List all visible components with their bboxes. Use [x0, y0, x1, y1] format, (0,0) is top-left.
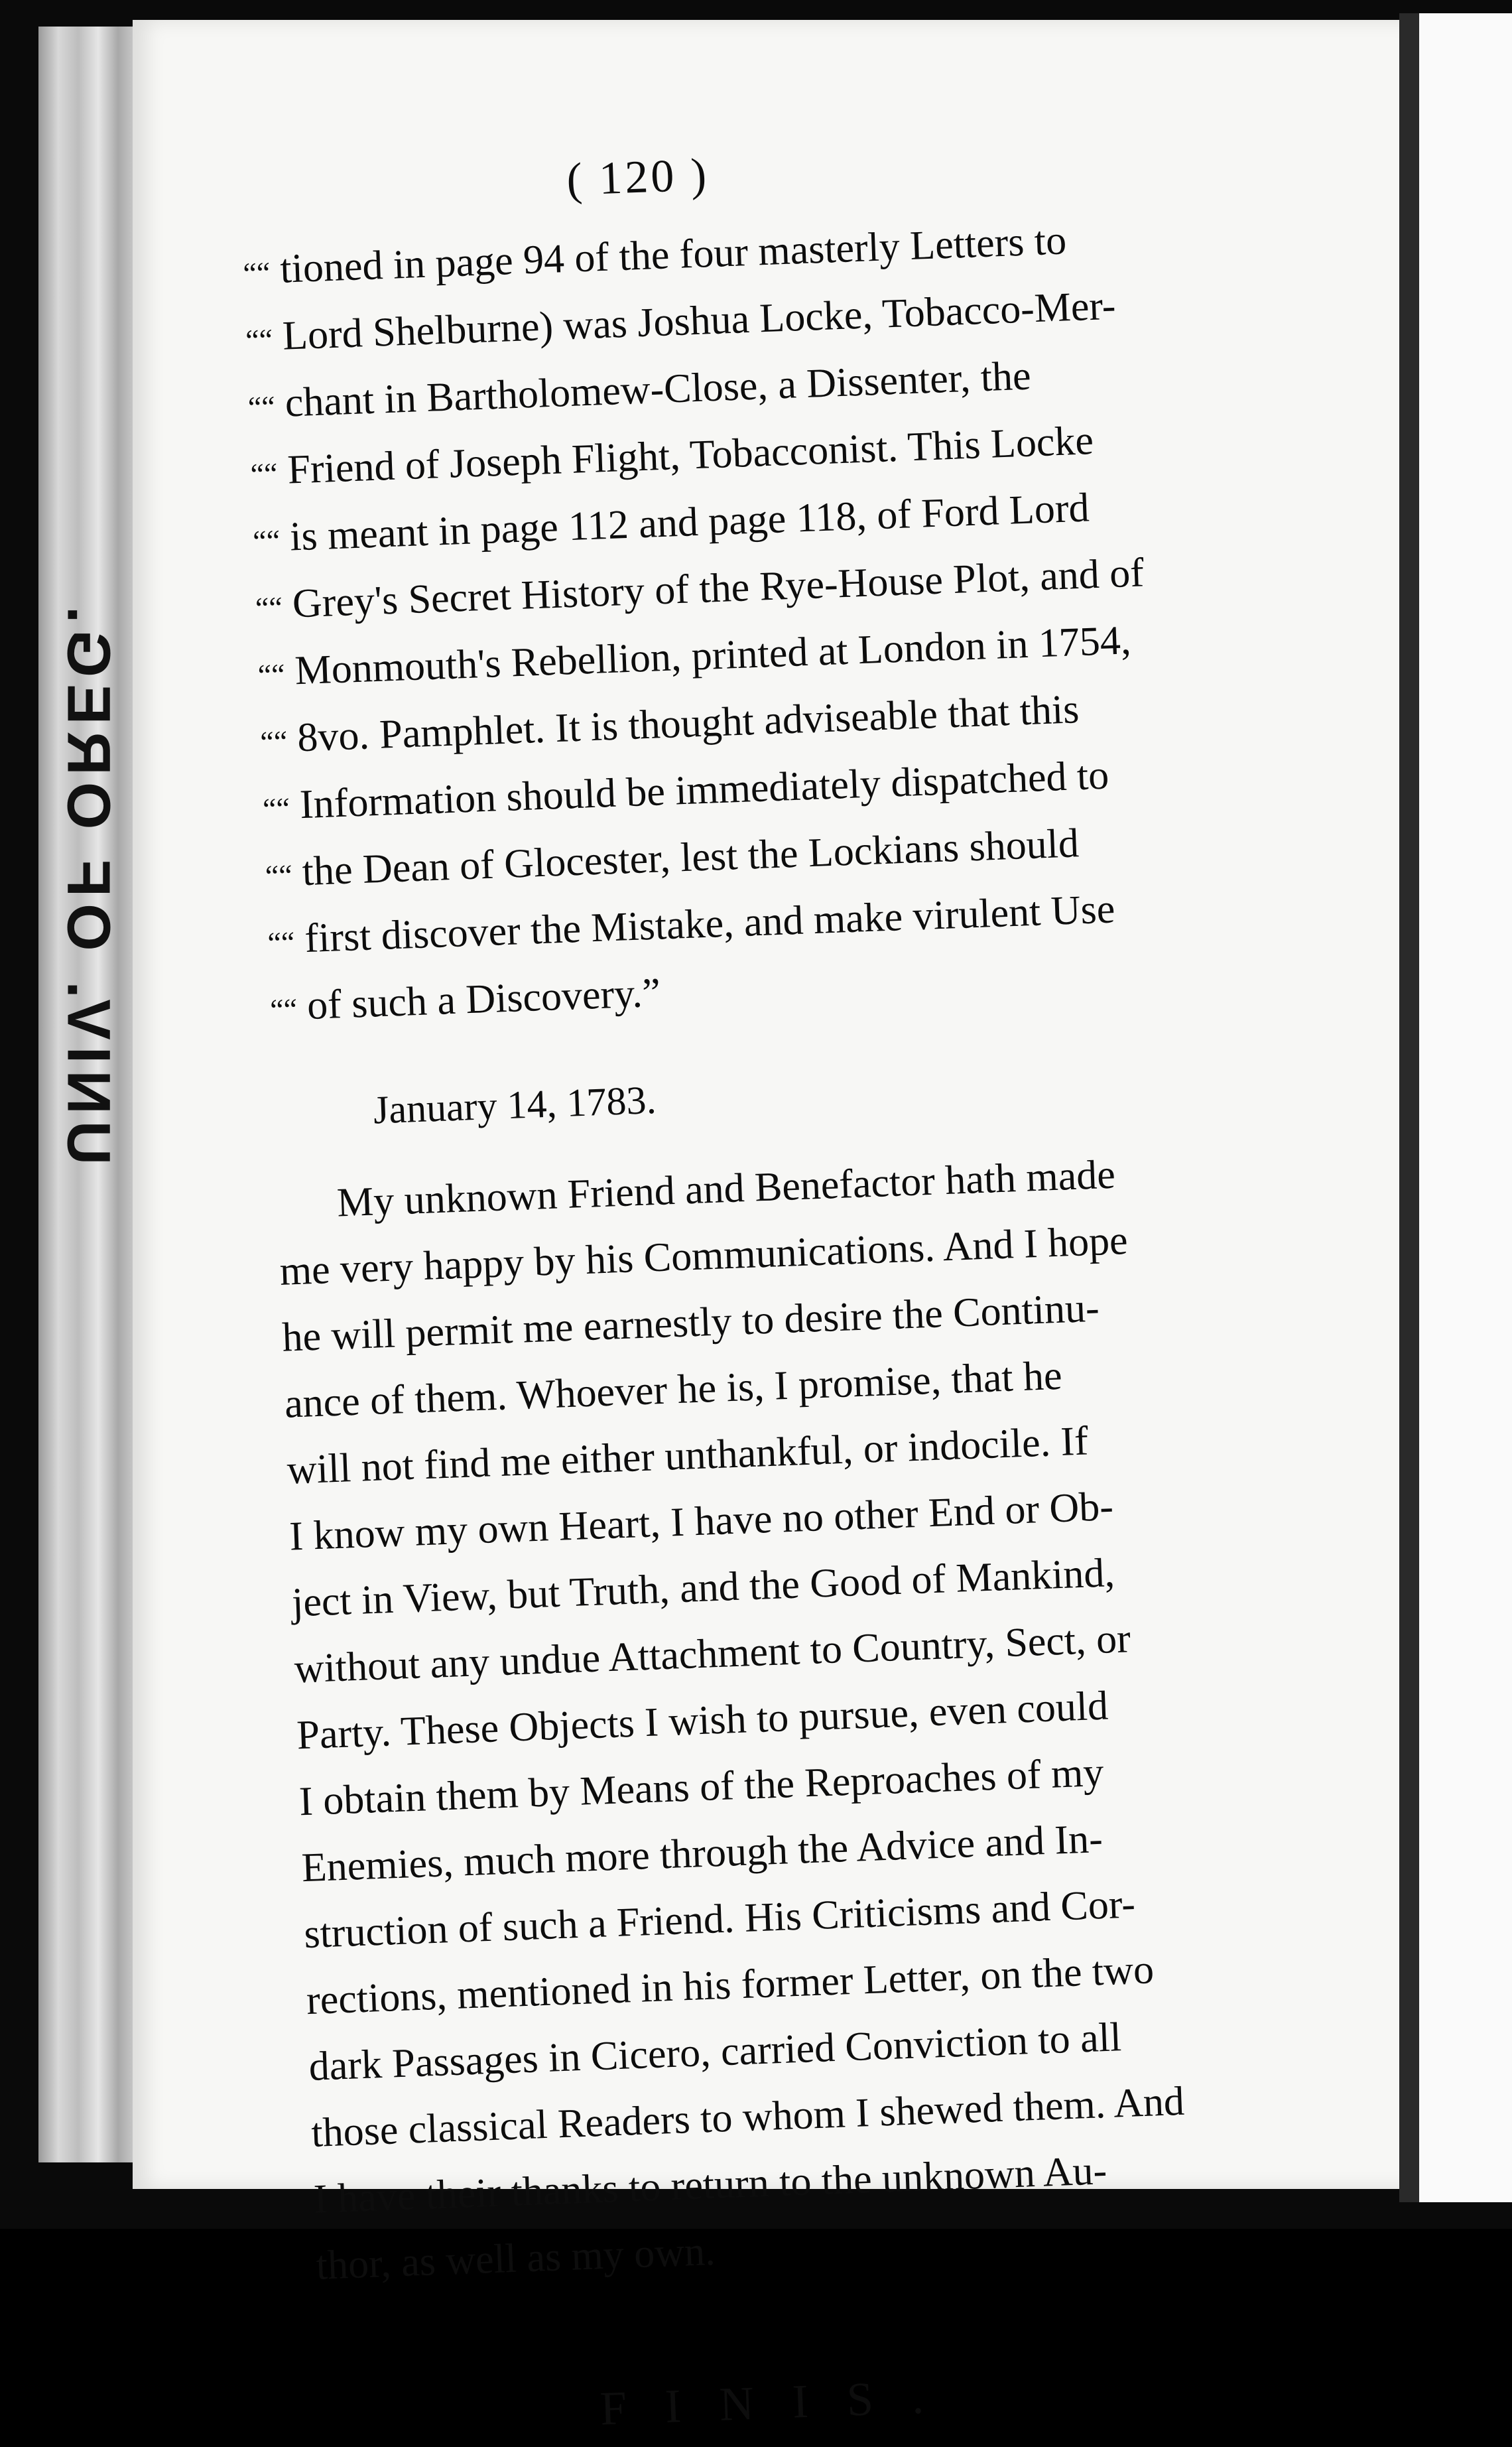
body-line: Enemies, much more through the Advice and In-	[300, 1816, 1103, 1891]
quote-line: ““ first discover the Mistake, and make virulent Use	[267, 872, 1263, 975]
body-line: he will permit me earnestly to desire the Continu-	[281, 1285, 1100, 1360]
quote-mark: ““	[245, 322, 274, 358]
body-line: rections, mentioned in his former Letter, on the two	[305, 1947, 1155, 2024]
finis-heading: FINIS.	[599, 2369, 964, 2436]
binding-strip	[1399, 13, 1419, 2202]
quote-mark: ““	[257, 657, 286, 693]
body-line: ject in View, but Truth, and the Good of Mankind,	[290, 1550, 1115, 1626]
body-line: will not find me either unthankful, or indocile. If	[286, 1418, 1089, 1493]
quote-line: ““ the Dean of Glocester, lest the Lockians should	[264, 805, 1261, 908]
quote-mark: ““	[262, 791, 291, 827]
body-line: I know my own Heart, I have no other End or Ob-	[288, 1484, 1115, 1559]
library-stamp	[52, 584, 125, 1181]
quoted-passage	[242, 202, 1265, 1042]
quote-mark: ““	[247, 389, 276, 425]
body-line: I obtain them by Means of the Reproaches of my	[298, 1749, 1105, 1825]
scan-margin	[1419, 13, 1512, 2202]
quote-mark: ““	[242, 255, 271, 291]
body-line: Party. These Objects I wish to pursue, even could	[296, 1683, 1109, 1758]
quote-line: ““ Monmouth's Rebellion, printed at London in 1754,	[257, 604, 1253, 708]
quote-line: ““ 8vo. Pamphlet. It is thought adviseable that this	[259, 671, 1256, 774]
quote-mark: ““	[259, 724, 288, 760]
quote-line: ““ Lord Shelburne) was Joshua Locke, Tobacco-Mer-	[244, 269, 1241, 373]
quote-mark: ““	[265, 858, 293, 893]
body-line: struction of such a Friend. His Criticisms and Cor-	[303, 1881, 1137, 1957]
library-stamp-text: UNIV. OF OREG.	[54, 599, 123, 1165]
quote-line: ““ of such a Discovery.”	[269, 939, 1265, 1042]
quote-mark: ““	[252, 523, 281, 559]
body-line: thor, as well as my own.	[315, 2228, 716, 2288]
body-line: dark Passages in Cicero, carried Conviction to all	[308, 2015, 1123, 2090]
quote-mark: ““	[269, 992, 298, 1027]
quote-mark: ““	[267, 925, 296, 960]
body-line: ance of them. Whoever he is, I promise, that he	[283, 1353, 1063, 1427]
quote-mark: ““	[255, 590, 283, 626]
letter-date: January 14, 1783.	[372, 1077, 657, 1132]
quote-mark: ““	[249, 456, 279, 492]
body-line: without any undue Attachment to Country, Sect, or	[293, 1616, 1131, 1692]
letter-body	[276, 1136, 1311, 2299]
page-text-block	[239, 116, 1317, 2447]
page-number: ( 120 )	[566, 149, 710, 206]
quote-line: ““ chant in Bartholomew-Close, a Dissenter, the	[247, 336, 1243, 440]
body-line: me very happy by his Communications. And I hope	[279, 1218, 1129, 1294]
quote-line: ““ is meant in page 112 and page 118, of Ford Lord	[252, 470, 1249, 574]
quote-line: ““ tioned in page 94 of the four masterly Letters to	[242, 202, 1239, 306]
body-line: those classical Readers to whom I shewed them. And	[310, 2078, 1186, 2156]
quote-line: ““ Information should be immediately dispatched to	[261, 738, 1258, 841]
quote-line: ““ Friend of Joseph Flight, Tobacconist. This Locke	[249, 403, 1246, 507]
body-line: My unknown Friend and Benefactor hath made	[336, 1152, 1116, 1226]
quote-line: ““ Grey's Secret History of the Rye-House Plot, and of	[254, 537, 1251, 641]
body-line: I have their thanks to return to the unknown Au-	[312, 2148, 1108, 2222]
